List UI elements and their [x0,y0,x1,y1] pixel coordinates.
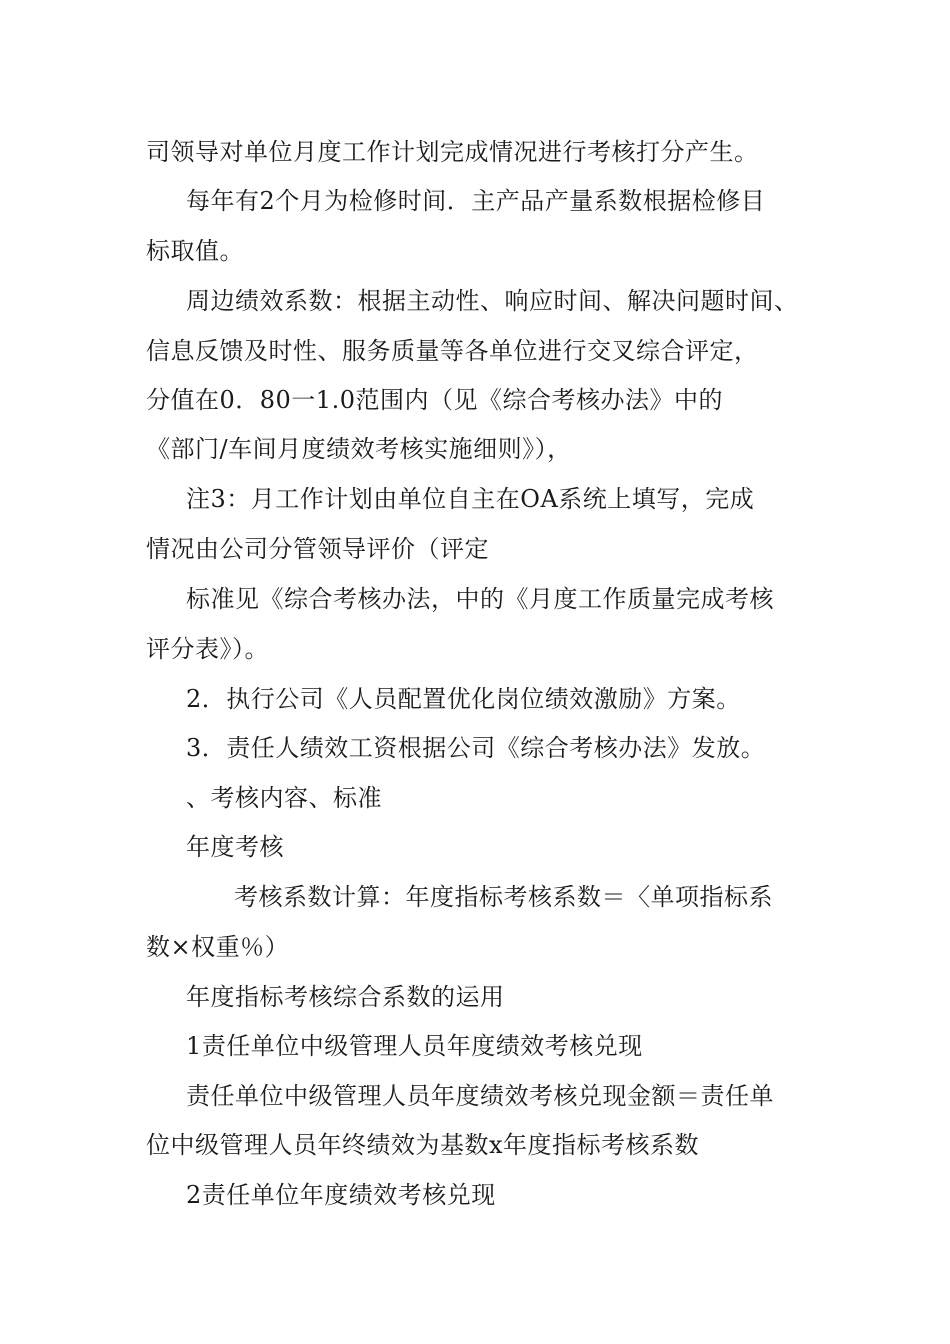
text-line: 2．执行公司《人员配置优化岗位绩效激励》方案。 [186,685,741,713]
text-line: 注3：月工作计划由单位自主在OA系统上填写，完成 [186,485,755,513]
text-line: 3．责任人绩效工资根据公司《综合考核办法》发放。 [186,734,766,762]
text-line: 责任单位中级管理人员年度绩效考核兑现金额＝责任单 [186,1082,774,1110]
text-line: 年度指标考核综合系数的运用 [186,983,505,1011]
text-line: 年度考核 [186,833,284,861]
text-line: 每年有2个月为检修时间．主产品产量系数根据检修目 [186,187,766,215]
text-line: 标准见《综合考核办法，中的《月度工作质量完成考核 [186,585,774,613]
text-line: 1责任单位中级管理人员年度绩效考核兑现 [186,1032,643,1060]
text-line: 考核系数计算：年度指标考核系数＝〈单项指标系 [234,883,773,911]
text-line: 分值在0．80一1.0范围内（见《综合考核办法》中的 [146,386,723,414]
text-line: 数×权重％） [146,933,290,961]
text-line: 标取值。 [146,237,244,265]
text-line: 2责任单位年度绩效考核兑现 [186,1181,496,1209]
text-line: 信息反馈及时性、服务质量等各单位进行交叉综合评定， [146,337,759,365]
text-line: 周边绩效系数：根据主动性、响应时间、解决问题时间、 [186,287,799,315]
text-line: 、考核内容、标准 [186,784,382,812]
text-line: 评分表》）。 [146,635,269,663]
text-line: 司领导对单位月度工作计划完成情况进行考核打分产生。 [146,138,759,166]
text-line: 位中级管理人员年终绩效为基数x年度指标考核系数 [146,1131,700,1159]
text-line: 《部门/车间月度绩效考核实施细则》）， [146,435,572,463]
text-line: 情况由公司分管领导评价（评定 [146,535,489,563]
